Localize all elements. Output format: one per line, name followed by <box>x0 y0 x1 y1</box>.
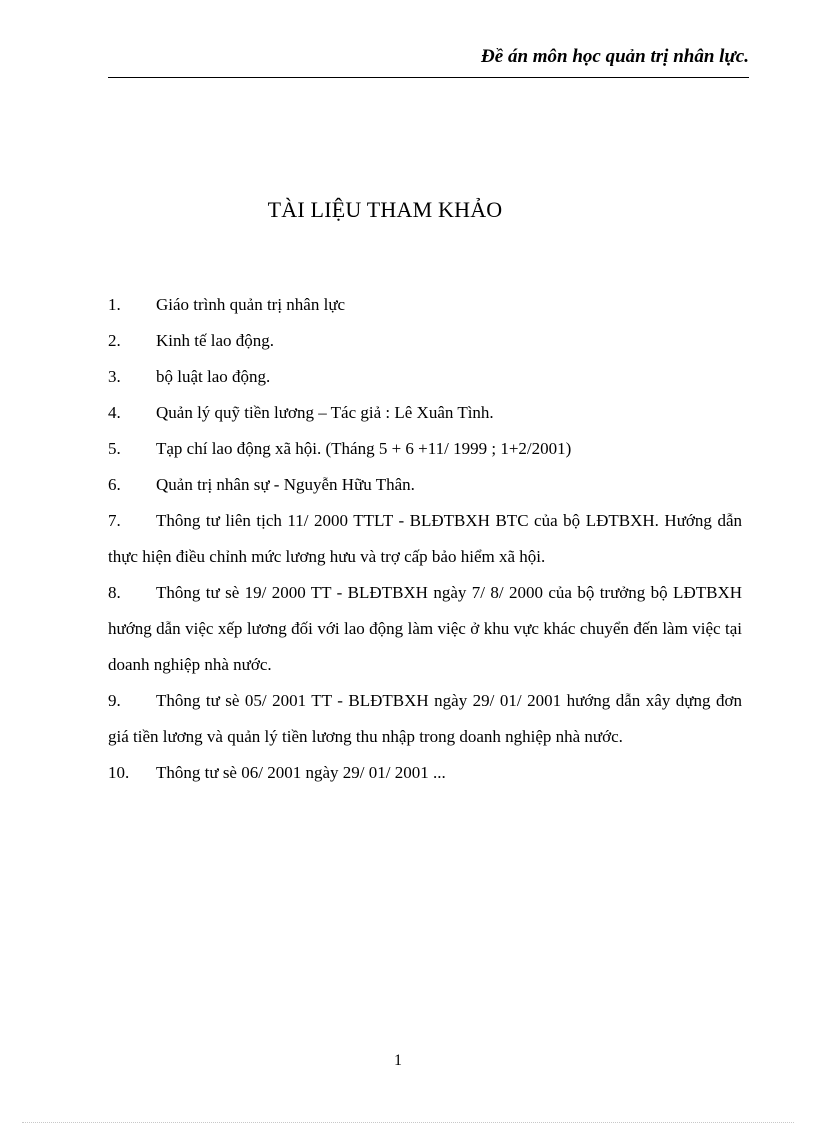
reference-number: 6. <box>108 475 121 494</box>
reference-text: Thông tư liên tịch 11/ 2000 TTLT - BLĐTBXH BTC của bộ LĐTBXH. Hướng dẫn thực hiện điều chỉnh mức lương hưu và trợ cấp bảo hiểm xã hội. <box>108 511 742 566</box>
reference-number: 8. <box>108 583 121 602</box>
reference-item <box>108 683 742 755</box>
reference-text: Thông tư sè 05/ 2001 TT - BLĐTBXH ngày 29/ 01/ 2001 hướng dẫn xây dựng đơn giá tiền lương và quản lý tiền lương thu nhập trong doanh nghiệp nhà nước. <box>108 691 742 746</box>
page-title: TÀI LIỆU THAM KHẢO <box>267 197 503 222</box>
reference-text: Thông tư sè 19/ 2000 TT - BLĐTBXH ngày 7/ 8/ 2000 của bộ trưởng bộ LĐTBXH hướng dẫn việc xếp lương đối với lao động làm việc ở khu vực khác chuyển đến làm việc tại doanh nghiệp nhà nước. <box>108 583 742 674</box>
reference-item <box>108 287 742 323</box>
reference-item <box>108 755 742 791</box>
page-number: 1 <box>394 1052 402 1069</box>
reference-item <box>108 431 742 467</box>
header-divider <box>108 77 749 78</box>
reference-text: Kinh tế lao động. <box>156 331 275 350</box>
reference-text: Giáo trình quản trị nhân lực <box>156 295 346 314</box>
reference-item <box>108 467 742 503</box>
reference-item <box>108 503 742 575</box>
reference-number: 4. <box>108 403 121 422</box>
reference-number: 3. <box>108 367 121 386</box>
reference-item <box>108 395 742 431</box>
running-header: Đề án môn học quản trị nhân lực. <box>481 46 749 67</box>
reference-number: 10. <box>108 763 130 782</box>
reference-number: 7. <box>108 511 121 530</box>
reference-text: Quản lý quỹ tiền lương – Tác giả : Lê Xuân Tình. <box>156 403 494 422</box>
reference-list <box>108 287 742 791</box>
reference-text: Quản trị nhân sự - Nguyễn Hữu Thân. <box>156 475 415 494</box>
reference-text: Thông tư sè 06/ 2001 ngày 29/ 01/ 2001 ... <box>156 763 446 782</box>
reference-number: 2. <box>108 331 121 350</box>
reference-text: bộ luật lao động. <box>156 367 271 386</box>
reference-number: 1. <box>108 295 121 314</box>
reference-text: Tạp chí lao động xã hội. (Tháng 5 + 6 +11/ 1999 ; 1+2/2001) <box>156 439 572 458</box>
reference-item <box>108 575 742 683</box>
reference-item <box>108 359 742 395</box>
reference-number: 9. <box>108 691 121 710</box>
reference-number: 5. <box>108 439 121 458</box>
reference-item <box>108 323 742 359</box>
